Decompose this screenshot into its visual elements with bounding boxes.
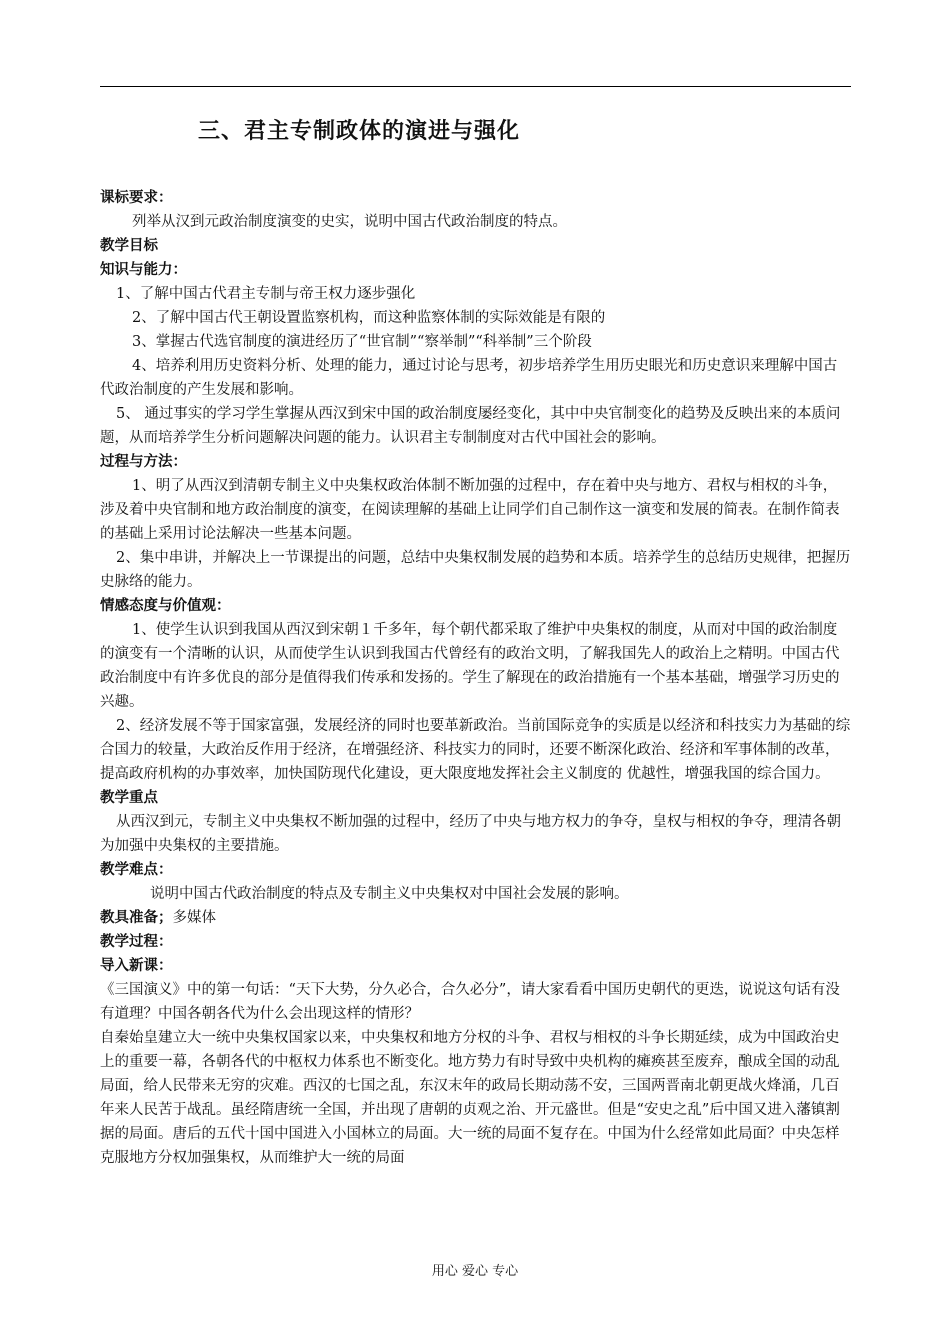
paragraph-19 — [100, 906, 851, 930]
paragraph-3: 知识与能力： — [100, 261, 187, 278]
page-title: 三、君主专制政体的演进与强化 — [198, 118, 521, 144]
paragraph-11: 2、集中串讲，并解决上一节课提出的问题，总结中央集权制发展的趋势和本质。培养学生的总结历史规律，把握历史脉络的能力。 — [100, 550, 851, 590]
paragraph-1: 列举从汉到元政治制度演变的史实，说明中国古代政治制度的特点。 — [132, 214, 567, 230]
paragraph-12: 情感态度与价值观： — [100, 597, 231, 614]
paragraph-17: 教学难点： — [100, 861, 173, 878]
paragraph-5: 2、了解中国古代王朝设置监察机构，而这种监察体制的实际效能是有限的 — [132, 310, 606, 326]
paragraph-2: 教学目标 — [100, 237, 158, 254]
paragraph-9: 过程与方法： — [100, 453, 187, 470]
paragraph-7: 4、培养利用历史资料分析、处理的能力，通过讨论与思考，初步培养学生用历史眼光和历史意识来理解中国古代政治制度的产生发展和影响。 — [100, 358, 838, 398]
paragraph-21: 导入新课： — [100, 957, 173, 974]
paragraph-18: 说明中国古代政治制度的特点及专制主义中央集权对中国社会发展的影响。 — [150, 886, 629, 902]
teaching-tools-label: 教具准备； — [100, 909, 173, 926]
teaching-tools-value: 多媒体 — [172, 910, 216, 926]
header-rule — [100, 86, 851, 87]
paragraph-22: 《三国演义》中的第一句话：“天下大势，分久必合，合久必分”，请大家看看中国历史朝代的更迭，说说这句话有没有道理？中国各朝各代为什么会出现这样的情形？ — [100, 982, 840, 1022]
paragraph-16: 从西汉到元，专制主义中央集权不断加强的过程中，经历了中央与地方权力的争夺，皇权与相权的争夺，理清各朝为加强中央集权的主要措施。 — [100, 814, 841, 854]
paragraph-14: 2、经济发展不等于国家富强，发展经济的同时也要革新政治。当前国际竞争的实质是以经济和科技实力为基础的综合国力的较量，大政治反作用于经济，在增强经济、科技实力的同时，还要不断深化政治、经济和军事体制的改革，提高政府机构的办事效率，加快国防现代化建设，更大限度地发挥社会主义制度的 优越性，增强我国的综合国力。 — [100, 718, 851, 782]
paragraph-13: 1、使学生认识到我国从西汉到宋朝１千多年，每个朝代都采取了维护中央集权的制度，从而对中国的政治制度的演变有一个清晰的认识，从而使学生认识到我国古代曾经有的政治文明，了解我国先人的政治上之精明。中国古代政治制度中有许多优良的部分是值得我们传承和发扬的。学生了解现在的政治措施有一个基本基础，增强学习历史的兴趣。 — [100, 622, 840, 710]
paragraph-23: 自秦始皇建立大一统中央集权国家以来，中央集权和地方分权的斗争、君权与相权的斗争长期延续，成为中国政治史上的重要一幕，各朝各代的中枢权力体系也不断变化。地方势力有时导致中央机构的瘫痪甚至废弃，酿成全国的动乱局面，给人民带来无穷的灾难。西汉的七国之乱，东汉末年的政局长期动荡不安，三国两晋南北朝更战火烽涌，几百年来人民苦于战乱。虽经隋唐统一全国，并出现了唐朝的贞观之治、开元盛世。但是“安史之乱”后中国又进入藩镇割据的局面。唐后的五代十国中国进入小国林立的局面。大一统的局面不复存在。中国为什么经常如此局面？中央怎样克服地方分权加强集权，从而维护大一统的局面 — [100, 1030, 840, 1166]
paragraph-15: 教学重点 — [100, 789, 158, 806]
document-body — [100, 186, 851, 1170]
paragraph-4: 1、了解中国古代君主专制与帝王权力逐步强化 — [116, 286, 416, 302]
paragraph-20: 教学过程： — [100, 933, 173, 950]
page-footer: 用心 爱心 专心 — [431, 1264, 519, 1279]
paragraph-0: 课标要求： — [100, 189, 173, 206]
paragraph-8: 5、 通过事实的学习学生掌握从西汉到宋中国的政治制度屡经变化，其中中央官制变化的趋势及反映出来的本质问题，从而培养学生分析问题解决问题的能力。认识君主专制制度对古代中国社会的影响。 — [100, 406, 841, 446]
paragraph-6: 3、掌握古代选官制度的演进经历了“世官制”“察举制”“科举制”三个阶段 — [132, 334, 592, 350]
paragraph-10: 1、明了从西汉到清朝专制主义中央集权政治体制不断加强的过程中，存在着中央与地方、君权与相权的斗争，涉及着中央官制和地方政治制度的演变，在阅读理解的基础上让同学们自己制作这一演变和发展的简表。在制作简表的基础上采用讨论法解决一些基本问题。 — [100, 478, 840, 542]
